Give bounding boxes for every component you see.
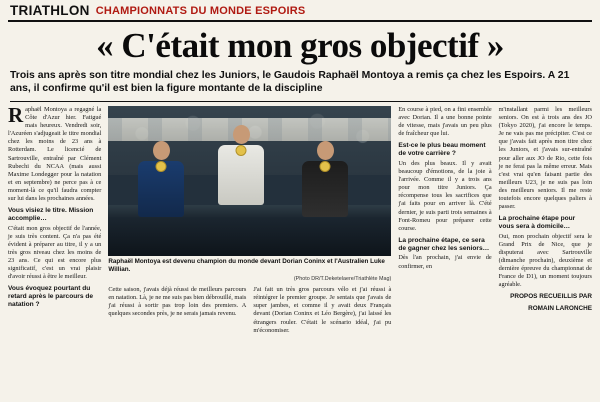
section-label: TRIATHLON — [10, 3, 90, 18]
byline-intro: PROPOS RECUEILLIS PAR — [510, 292, 592, 300]
question-subhead: La prochaine étape, ce sera de gagner chez les seniors… — [398, 236, 490, 252]
photo-and-columns — [108, 106, 391, 337]
photo-caption: Raphaël Montoya est devenu champion du monde devant Dorian Coninx et l'Australien Luke Willian. — [108, 258, 385, 274]
paragraph: En course à pied, on a fini ensemble avec Dorian. Il a une bonne pointe de vitesse, mais j'avais un peu plus de fraîcheur que lui. — [398, 106, 492, 138]
medal-icon — [320, 161, 331, 172]
photo-credit: (Photo DR/T.Deketelaere/Triathlète Mag) — [293, 275, 392, 282]
columns-under-photo — [108, 286, 391, 337]
podium-photo — [108, 106, 391, 256]
byline-author: ROMAIN LARONCHE — [528, 305, 592, 313]
paragraph: Dès l'an prochain, j'ai envie de confirmer, en — [398, 254, 492, 270]
column-1 — [8, 103, 102, 310]
paragraph: J'ai fait un très gros parcours vélo et j'ai réussi à réintégrer le premier groupe. Je sentais que j'avais de super jambes, et comme il y avait deux Français devant (Dorian Coninx et Léo Bergère), j'ai laissé les étrangers rouler. C'était le scénario idéal, j'ai pu m'économiser. — [253, 286, 392, 334]
medal-icon — [236, 145, 247, 156]
column-3-lower — [253, 286, 391, 337]
section-subtitle: CHAMPIONNATS DU MONDE ESPOIRS — [95, 4, 306, 17]
photo-block — [108, 106, 391, 282]
athlete-body — [138, 161, 184, 217]
paragraph: Oui, mon prochain objectif sera le Grand Prix de Nice, que je disputerai avec Sartrouville (dimanche prochain), deuxième et dernière épreuve du championnat de France de D1), un moment toujours agréable. — [498, 232, 592, 288]
column-4 — [499, 106, 592, 313]
athlete-center — [214, 125, 268, 205]
medal-icon — [156, 161, 167, 172]
paragraph: C'était mon gros objectif de l'année, je suis très content. Ça n'a pas été évident à préparer au titre, il y a un très gros niveau chez les moins de 23 ans. Ce qui est encore plus significatif, c'est un vrai plaisir d'avoir réussi à être le meilleur. — [8, 224, 102, 280]
column-3 — [398, 106, 491, 273]
standfirst: Trois ans après son titre mondial chez les Juniors, le Gaudois Raphaël Montoya a remis ça chez les Espoirs. A 21 ans, il confirme qu'il est bien la figure montante de la discipline — [10, 69, 570, 95]
athlete-head — [317, 141, 334, 160]
question-subhead: La prochaine étape pour vous sera à domicile… — [498, 214, 576, 230]
kicker-bar — [8, 0, 592, 22]
athlete-left — [134, 141, 188, 217]
athlete-body — [302, 161, 348, 217]
article-columns — [8, 103, 592, 337]
athlete-body — [218, 145, 264, 205]
floor — [108, 217, 391, 256]
paragraph: m'installant parmi les meilleurs seniors. On est à trois ans des JO (Tokyo 2020), j'ai encore le temps. Je ne vais pas me précipiter. C'est ce que j'avais fait après mon titre chez les Juniors, et j'avais sur-entraîné pour aller aux JO de Rio, cette fois je ne ferai pas la même erreur. Mais c'est vrai qu'en faisant partie des meilleurs U23, je ne suis pas loin des meilleurs seniors. Il me reste toutefois encore quelques paliers à passer. — [498, 106, 592, 210]
page-title: « C'était mon gros objectif » — [96, 26, 504, 65]
paragraph: Raphaël Montoya a regagné la Côte d'Azur hier. Fatigué mais heureux. Vendredi soir, l'Azuréen s'adjugeait le titre mondial chez les moins de 23 ans à Rotterdam. Le licencié de Sartrouville, entraîné par Clément Rubechi du NCAA (mais aussi Maxime Londegger pour la natation et en septembre) ne perce pas à ce moment-là ce qu'il faudra compter sur lui dans les prochaines années. — [8, 103, 102, 202]
athlete-head — [153, 141, 170, 160]
athlete-head — [233, 125, 250, 144]
question-subhead: Vous visiez le titre. Mission accomplie… — [8, 206, 94, 222]
question-subhead: Vous évoquez pourtant du retard après le parcours de natation ? — [8, 284, 94, 308]
column-2 — [108, 286, 246, 337]
paragraph: Un des plus beaux. Il y avait beaucoup d'émotions, de la joie à l'arrivée. Comme il y a trois ans pour mon titre Juniors. Ça récompense tous les sacrifices que j'ai faits pour en arriver là. C'été dernier, je suis parti trois semaines à Font-Romeu pour préparer cette course. — [398, 160, 492, 232]
divider — [10, 101, 590, 102]
paragraph: Cette saison, j'avais déjà réussi de meilleurs parcours en natation. Là, je ne me suis pas bien débrouillé, mais j'ai réussi à sortir pas trop loin des premiers. A quelques secondes près, je ne serais jamais revenu. — [108, 286, 247, 318]
athlete-right — [298, 141, 352, 217]
question-subhead: Est-ce le plus beau moment de votre carrière ? — [398, 142, 486, 158]
